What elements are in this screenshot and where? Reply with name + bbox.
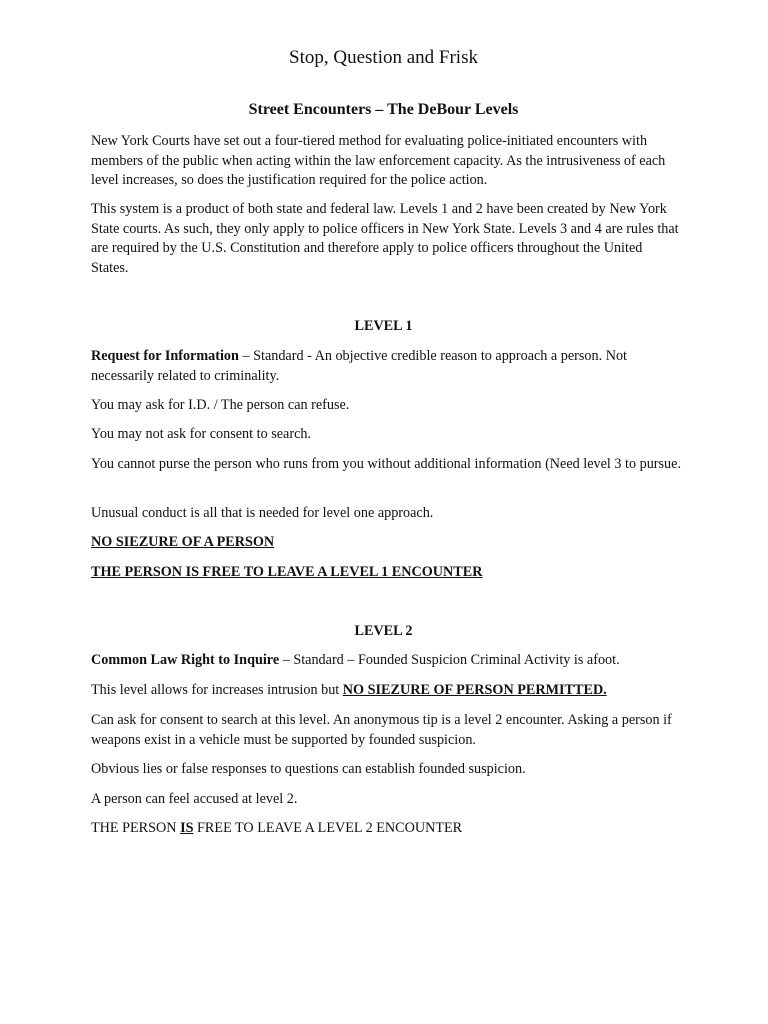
level-1-line-unusual: Unusual conduct is all that is needed for level one approach. <box>91 505 434 521</box>
level-2-no-seizure: NO SIEZURE OF PERSON PERMITTED. <box>342 682 607 698</box>
level-2-free-to-leave <box>91 819 681 839</box>
level-2-standard-text: – Standard – Founded Suspicion Criminal Activity is afoot. <box>279 652 620 668</box>
level-1-standard <box>91 347 681 386</box>
level-2-standard <box>91 651 681 671</box>
level-2-intrusion <box>91 681 681 701</box>
level-2-intrusion-text: This level allows for increases intrusion but <box>91 682 343 698</box>
level-1-free-to-leave: THE PERSON IS FREE TO LEAVE A LEVEL 1 ENCOUNTER <box>91 564 483 580</box>
intro-paragraph-1: New York Courts have set out a four-tiered method for evaluating police-initiated encounters with members of the public when acting within the law enforcement capacity. As the intrusiveness of each level increases, so does the justification required for the police action. <box>91 133 666 188</box>
level-2-final-before: THE PERSON <box>91 820 181 836</box>
level-2-final-emphasis: IS <box>180 820 194 836</box>
level-2-term: Common Law Right to Inquire <box>91 652 280 668</box>
level-1-term: Request for Information <box>91 348 239 364</box>
level-1-line-id: You may ask for I.D. / The person can refuse. <box>91 397 350 413</box>
level-2-line-lies: Obvious lies or false responses to questions can establish founded suspicion. <box>91 761 526 777</box>
level-1-no-seizure: NO SIEZURE OF A PERSON <box>91 534 275 550</box>
level-2-final-after: FREE TO LEAVE A LEVEL 2 ENCOUNTER <box>193 820 463 836</box>
intro-paragraph-2: This system is a product of both state and federal law. Levels 1 and 2 have been created by New York State courts. As such, they only apply to police officers in New York State. Levels 3 and 4 are rules that are required by the U.S. Constitution and therefore apply to police officers throughout the United States. <box>91 201 679 276</box>
level-2-line-accused: A person can feel accused at level 2. <box>91 791 298 807</box>
level-1-line-pursue: You cannot purse the person who runs from you without additional information (Need level 3 to pursue. <box>91 456 681 472</box>
level-1-standard-text: – Standard - An objective credible reason to approach a person. Not necessarily related to criminality. <box>91 348 627 384</box>
document-title: Stop, Question and Frisk <box>289 47 478 68</box>
document-subtitle: Street Encounters – The DeBour Levels <box>248 101 519 118</box>
level-2-line-consent: Can ask for consent to search at this level. An anonymous tip is a level 2 encounter. Asking a person if weapons exist in a vehicle must be supported by founded suspicion. <box>91 712 672 748</box>
level-1-line-consent: You may not ask for consent to search. <box>91 426 312 442</box>
level-1-heading: LEVEL 1 <box>354 318 413 334</box>
level-2-heading: LEVEL 2 <box>354 623 413 639</box>
